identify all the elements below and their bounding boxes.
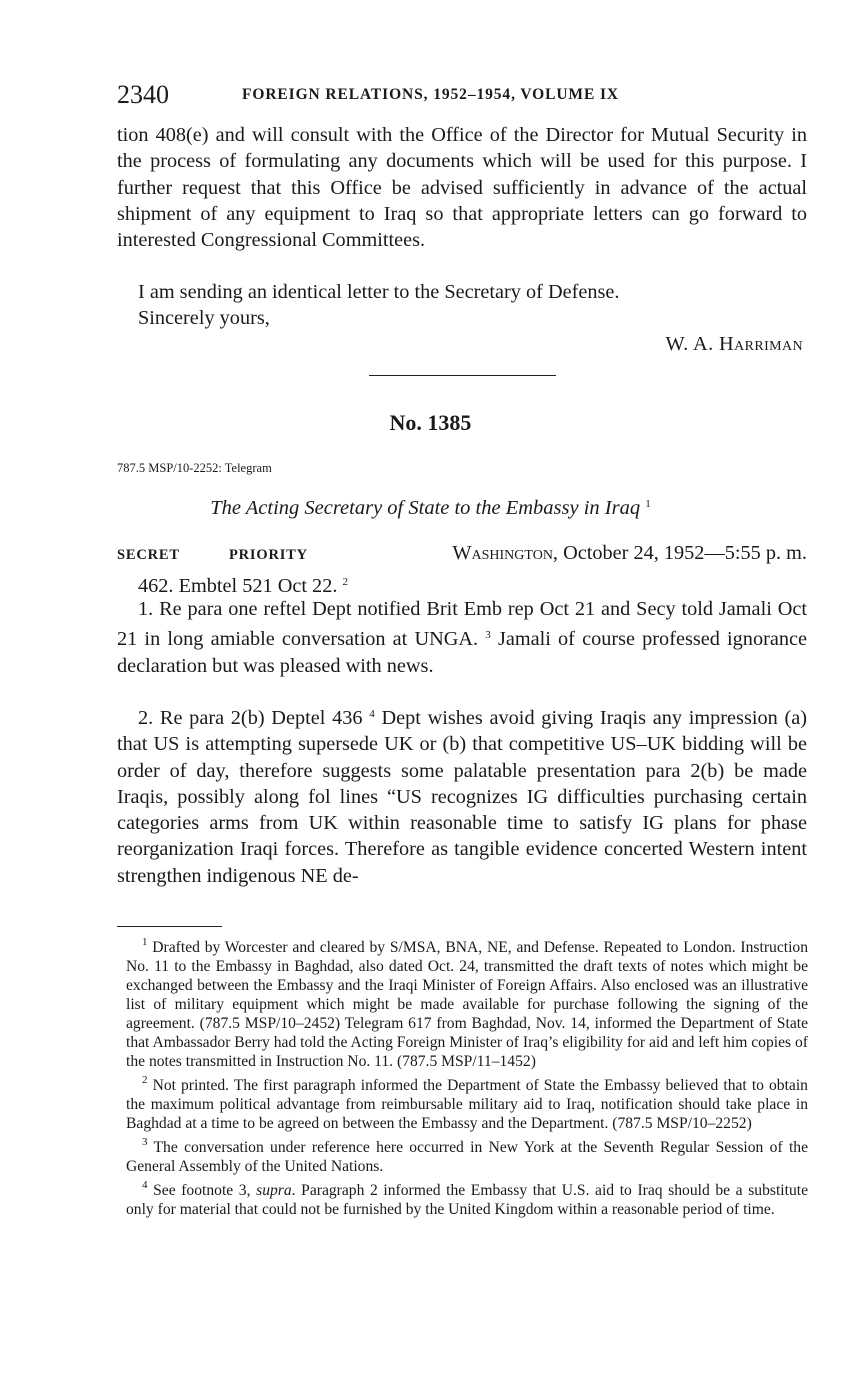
identical-letter-line: I am sending an identical letter to the Secretary of Defense. [138, 281, 620, 303]
footnote-ref-1: 1 [645, 498, 651, 510]
closing-line: Sincerely yours, [138, 307, 270, 329]
footnote-1: $^1$ Drafted by Worcester and cleared by S/MSA, BNA, NE, and Defense. Repeated to London. Instruction No. 11 to the Embassy in Baghdad, also dated Oct. 24, transmitted the draft texts of notes which might be exchanged between the Embassy and the Iraqi Minister of Foreign Affairs. Also enclosed was an illustrative list of military equipment which might be made available for purchase following the signing of the agreement. (787.5 MSP/10–2452) Telegram 617 from Baghdad, Nov. 14, informed the Department of State that Ambassador Berry had told the Acting Foreign Minister of Iraq’s eligibility for aid and left him copies of the notes transmitted in Instruction No. 11. (787.5 MSP/11–1452) [126, 936, 808, 1070]
document-title-text: The Acting Secretary of State to the Embassy in Iraq [210, 497, 641, 519]
footnote-divider [117, 926, 222, 927]
file-reference: 787.5 MSP/10-2252: Telegram [117, 461, 272, 475]
running-title: FOREIGN RELATIONS, 1952–1954, VOLUME IX [242, 86, 619, 103]
footnote-3: $^3$ The conversation under reference here occurred in New York at the Seventh Regular Session of the General Assembly of the United Nations. [126, 1136, 808, 1175]
page-header [117, 80, 807, 110]
footnotes [126, 933, 808, 1219]
classification: SECRET [117, 547, 180, 563]
footnote-2: $^2$ Not printed. The first paragraph informed the Department of State the Embassy believed that to obtain the maximum political advantage from reimbursable military aid to Iraq, notification should take place in Baghdad at a time to be agreed on between the Embassy and the Department. (787.5 MSP/10–2252) [126, 1074, 808, 1132]
document-number: No. 1385 [389, 410, 472, 435]
page-number: 2340 [117, 80, 169, 109]
date-time: October 24, 1952—5:55 p. m. [563, 542, 807, 564]
footnote-ref-3: 3 [485, 629, 491, 642]
footnote-ref-4: 4 [369, 708, 375, 720]
letter-continuation: tion 408(e) and will consult with the Office of the Director for Mutual Security in the process of formulating any documents which will be used for this purpose. I further request that this Office be advised sufficiently in advance of the actual shipment of any equipment to Iraq so that appropriate letters can go forward to interested Congressional Committees. [117, 124, 807, 252]
footnote-4: $^4$ See footnote 3, supra. Paragraph 2 informed the Embassy that U.S. aid to Iraq should be a substitute only for material that could not be furnished by the United Kingdom within a reasonable period of time. [126, 1179, 808, 1218]
precedence: PRIORITY [229, 547, 308, 563]
paragraph-2: 2. Re para 2(b) Deptel 436 $^4$ Dept wishes avoid giving Iraqis any impression (a) that US is attempting supersede UK or (b) that competitive US–UK bidding will be order of day, therefore suggests some palatable presentation para 2(b) be made Iraqis, possibly along fol lines “US recognizes IG difficulties purchasing certain categories arms from UK within reasonable time to satisfy IG plans for phase reorganization Iraqi forces. Therefore as tangible evidence concerted Western intent strengthen indigenous NE de- [117, 707, 807, 887]
footnote-ref-2: 2 [342, 576, 348, 588]
place: Washington, [452, 542, 558, 564]
telegram-reference: 462. Embtel 521 Oct 22. $^2$ [138, 575, 348, 597]
paragraph-1: 1. Re para one reftel Dept notified Brit Emb rep Oct 21 and Secy told Jamali Oct 21 in long amiable conversation at UNGA. $^3$ Jamali of course professed ignorance declaration but was pleased with news. [117, 598, 807, 677]
section-divider [369, 375, 556, 376]
signature: W. A. Harriman [665, 333, 803, 355]
dateline [117, 539, 807, 567]
document-title [0, 490, 861, 522]
place-and-date [452, 539, 807, 567]
